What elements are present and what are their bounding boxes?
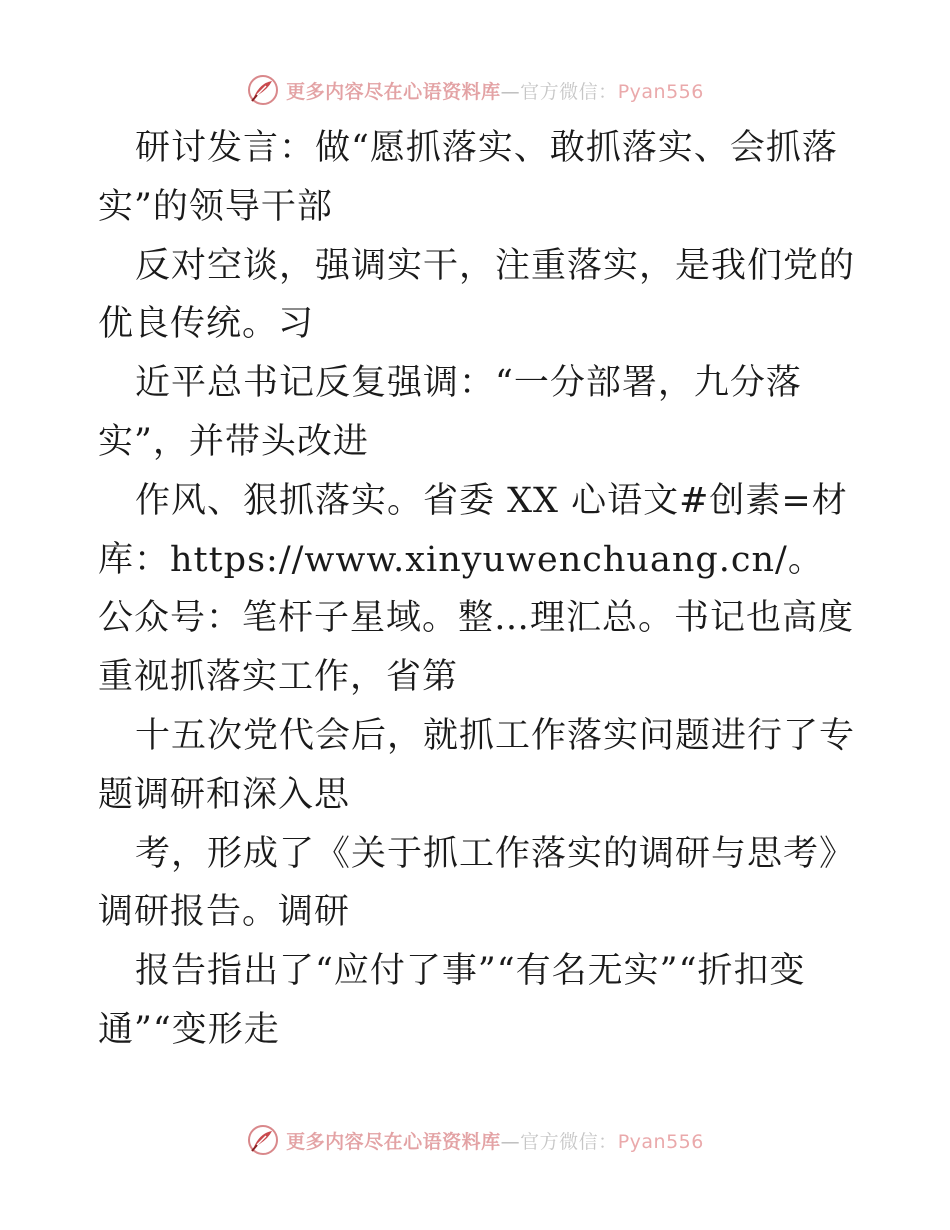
document-body — [98, 119, 858, 1060]
banner-dash: — — [500, 80, 521, 103]
paragraph: 作风、狠抓落实。省委 XX 心语文#创素=材库：https://www.xinyuwenchuang.cn/。公众号：笔杆子星域。整…理汇总。书记也高度重视抓落实工作，省第 — [98, 480, 855, 698]
banner-wechat-label: 官方微信： — [520, 1130, 618, 1153]
paragraph: 近平总书记反复强调：“一分部署，九分落实”，并带头改进 — [98, 363, 802, 462]
banner-main-text: 更多内容尽在心语资料库 — [286, 80, 501, 103]
banner-wechat-id: Pyan556 — [617, 1130, 704, 1153]
header-banner-inner — [246, 73, 704, 107]
footer-banner-text — [286, 1127, 704, 1154]
header-banner-text — [286, 77, 704, 104]
banner-wechat-label: 官方微信： — [520, 80, 618, 103]
header-banner — [0, 70, 950, 110]
paragraph: 报告指出了“应付了事”“有名无实”“折扣变通”“变形走 — [98, 951, 806, 1050]
footer-banner — [0, 1120, 950, 1160]
feather-pen-logo-icon — [246, 73, 280, 107]
feather-pen-logo-icon — [246, 1123, 280, 1157]
paragraph: 考，形成了《关于抓工作落实的调研与思考》调研报告。调研 — [98, 833, 856, 933]
banner-main-text: 更多内容尽在心语资料库 — [286, 1130, 501, 1153]
paragraph: 反对空谈，强调实干，注重落实，是我们党的优良传统。习 — [98, 245, 856, 345]
paragraph: 十五次党代会后，就抓工作落实问题进行了专题调研和深入思 — [98, 715, 856, 815]
banner-dash: — — [500, 1130, 521, 1153]
footer-banner-inner — [246, 1123, 704, 1157]
paragraph-title: 研讨发言：做“愿抓落实、敢抓落实、会抓落实”的领导干部 — [98, 128, 838, 227]
banner-wechat-id: Pyan556 — [617, 80, 704, 103]
